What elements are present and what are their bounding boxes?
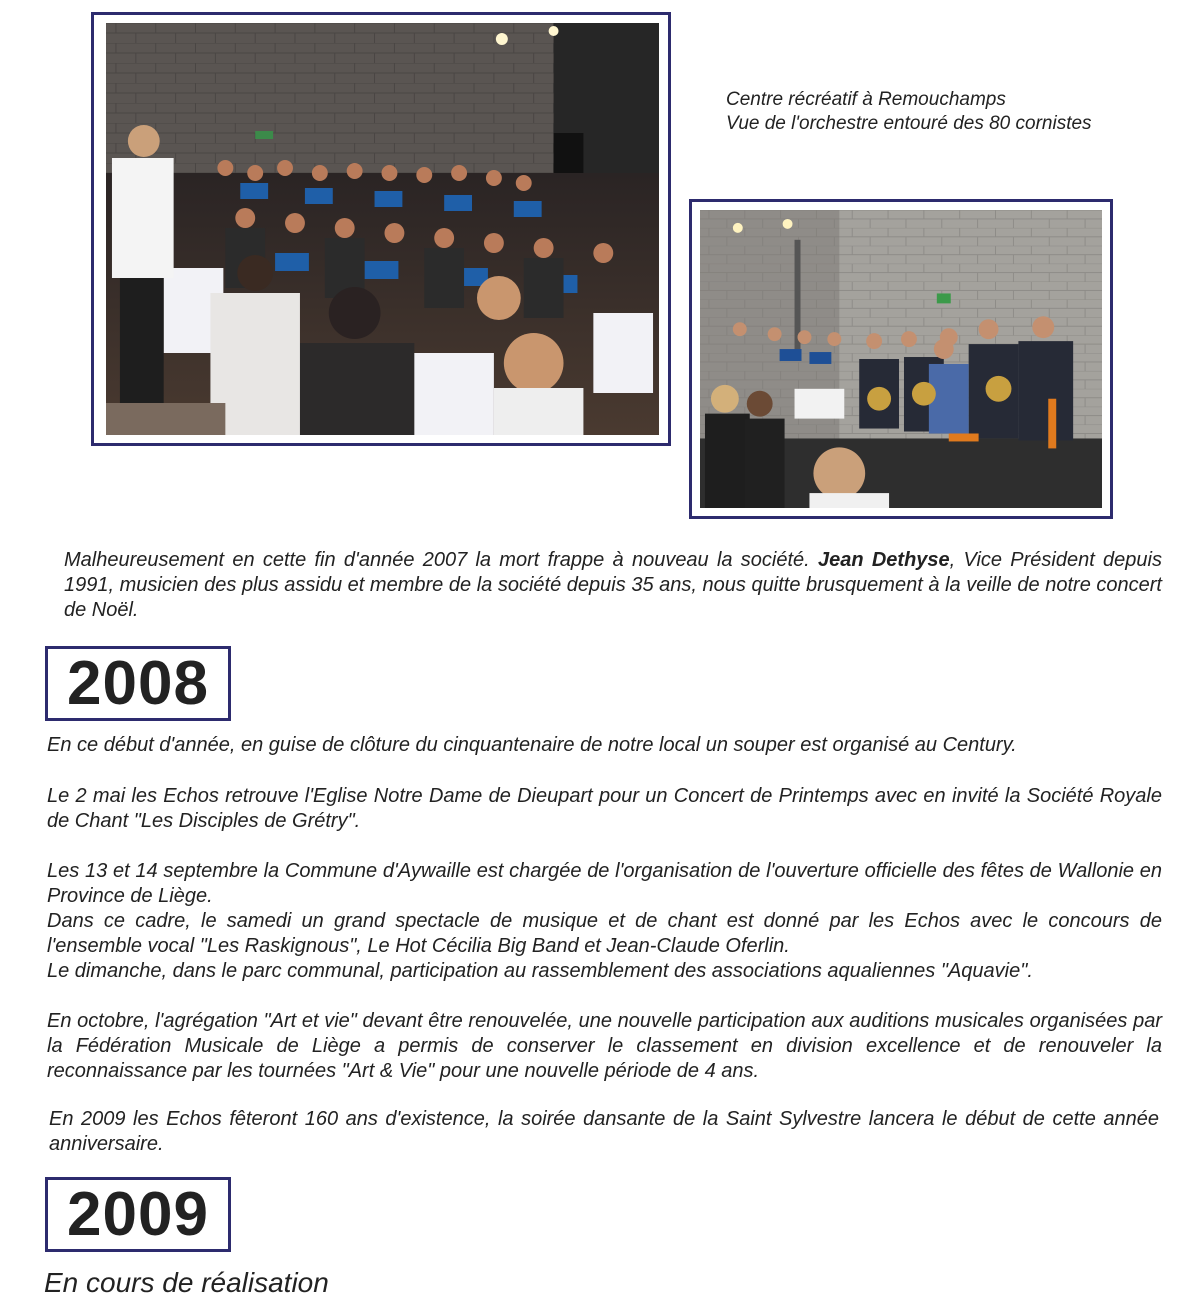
paragraph-2008-aquavie: Le dimanche, dans le parc communal, participation au rassemblement des associations aqualiennes "Aquavie". [47, 960, 1033, 982]
horn-players-photo-frame [689, 199, 1113, 519]
paragraph-2008-art-et-vie: En octobre, l'agrégation "Art et vie" devant être renouvelée, une nouvelle participation aux auditions musicales organisées par la Fédération Musicale de Liège a permis de conserver le classement en division excellence et de renouveler la reconnaissance par les tournées "Art & Vie" pour une nouvelle période de 4 ans. [47, 1010, 1162, 1082]
orchestra-photo-frame [91, 12, 671, 446]
caption-line-2: Vue de l'orchestre entouré des 80 cornistes [726, 113, 1092, 134]
paragraph-2007-after: , Vice Président depuis 1991, musicien des plus assidu et membre de la société depuis 35 ans, nous quitte brusquement à la veille de notre concert de Noël. [64, 549, 1162, 621]
year-2009-box [45, 1177, 231, 1252]
photo-caption [726, 88, 1092, 136]
paragraph-2008-concert-printemps: Le 2 mai les Echos retrouve l'Eglise Notre Dame de Dieupart pour un Concert de Printemps avec en invité la Société Royale de Chant "Les Disciples de Grétry". [47, 785, 1162, 832]
year-2009-label: 2009 [67, 1180, 209, 1249]
paragraph-2008-souper: En ce début d'année, en guise de clôture du cinquantenaire de notre local un souper est organisé au Century. [47, 734, 1017, 756]
paragraph-2008-spectacle: Dans ce cadre, le samedi un grand spectacle de musique et de chant est donné par les Echos avec le concours de l'ensemble vocal "Les Raskignous", Le Hot Cécilia Big Band et Jean-Claude Oferlin. [47, 910, 1162, 957]
text-2009-status: En cours de réalisation [44, 1267, 329, 1298]
paragraph-2008-anniversaire: En 2009 les Echos fêteront 160 ans d'existence, la soirée dansante de la Saint Sylvestre lancera le début de cette année anniversaire. [49, 1108, 1159, 1155]
paragraph-2007-before: Malheureusement en cette fin d'année 2007 la mort frappe à nouveau la société. [64, 549, 818, 571]
orchestra-conductor-photo [106, 23, 659, 435]
year-2008-box [45, 646, 231, 721]
paragraph-2008-fetes-wallonie: Les 13 et 14 septembre la Commune d'Aywaille est chargée de l'organisation de l'ouverture officielle des fêtes de Wallonie en Province de Liège. [47, 860, 1162, 907]
caption-line-1: Centre récréatif à Remouchamps [726, 89, 1006, 110]
year-2008-label: 2008 [67, 649, 209, 718]
paragraph-2007-name: Jean Dethyse [817, 549, 950, 571]
horn-players-photo [700, 210, 1102, 508]
paragraph-2007 [64, 548, 1162, 623]
